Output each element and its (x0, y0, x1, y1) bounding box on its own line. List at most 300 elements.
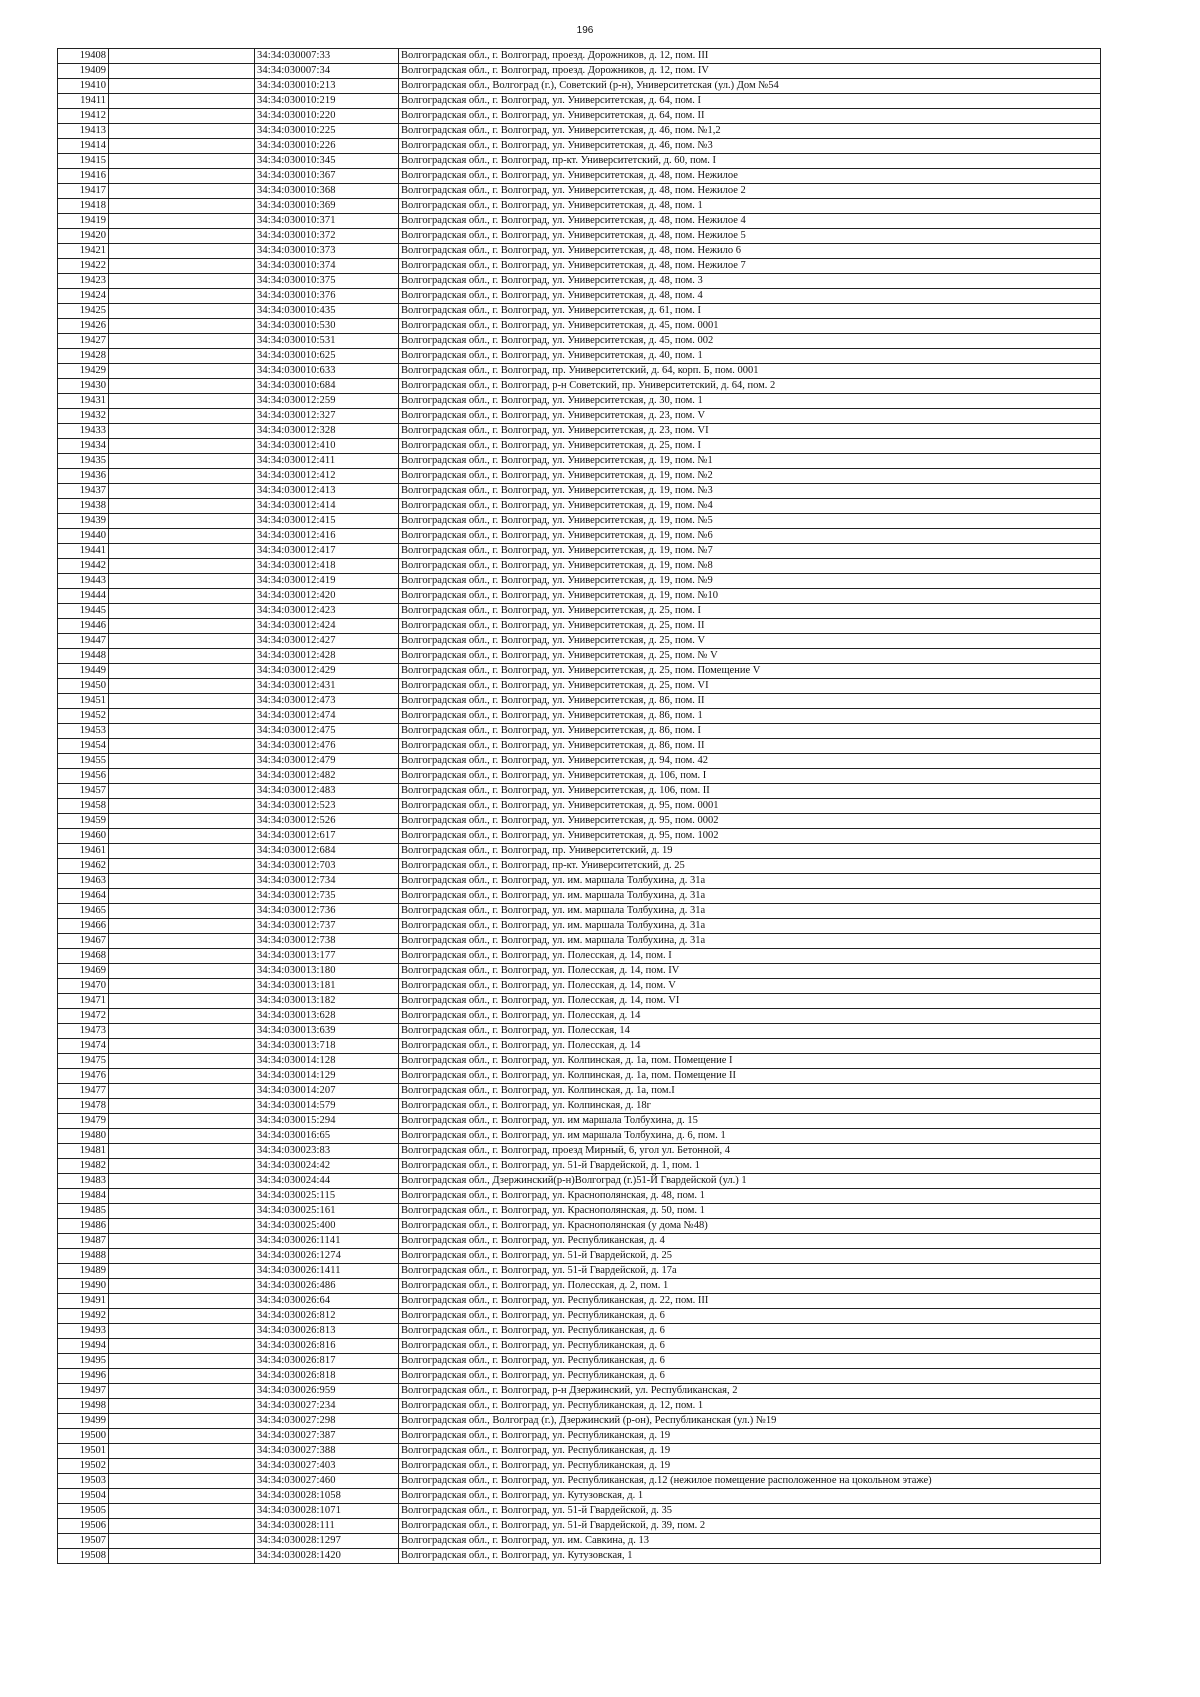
empty-cell (109, 754, 255, 769)
table-row (58, 1504, 1101, 1519)
address-cell: Волгоградская обл., г. Волгоград, ул. Университетская, д. 48, пом. Нежилое 2 (399, 184, 1101, 199)
row-number-cell: 19424 (58, 289, 109, 304)
row-number-cell: 19452 (58, 709, 109, 724)
address-cell: Волгоградская обл., г. Волгоград, ул. Университетская, д. 25, пом. № V (399, 649, 1101, 664)
address-cell: Волгоградская обл., г. Волгоград, ул. Республиканская, д. 6 (399, 1309, 1101, 1324)
table-row (58, 484, 1101, 499)
cadastral-number-cell: 34:34:030026:813 (255, 1324, 399, 1339)
cadastral-number-cell: 34:34:030010:371 (255, 214, 399, 229)
empty-cell (109, 904, 255, 919)
cadastral-number-cell: 34:34:030026:818 (255, 1369, 399, 1384)
empty-cell (109, 949, 255, 964)
address-cell: Волгоградская обл., г. Волгоград, ул. им. маршала Толбухина, д. 31а (399, 874, 1101, 889)
empty-cell (109, 364, 255, 379)
address-cell: Волгоградская обл., г. Волгоград, ул. Университетская, д. 40, пом. 1 (399, 349, 1101, 364)
address-cell: Волгоградская обл., Волгоград (г.), Советский (р-н), Университетская (ул.) Дом №54 (399, 79, 1101, 94)
cadastral-number-cell: 34:34:030012:427 (255, 634, 399, 649)
row-number-cell: 19414 (58, 139, 109, 154)
row-number-cell: 19456 (58, 769, 109, 784)
table-row (58, 679, 1101, 694)
empty-cell (109, 604, 255, 619)
table-row (58, 649, 1101, 664)
empty-cell (109, 154, 255, 169)
row-number-cell: 19492 (58, 1309, 109, 1324)
row-number-cell: 19420 (58, 229, 109, 244)
empty-cell (109, 1354, 255, 1369)
empty-cell (109, 484, 255, 499)
cadastral-number-cell: 34:34:030027:298 (255, 1414, 399, 1429)
empty-cell (109, 1144, 255, 1159)
cadastral-number-cell: 34:34:030012:617 (255, 829, 399, 844)
row-number-cell: 19411 (58, 94, 109, 109)
row-number-cell: 19485 (58, 1204, 109, 1219)
cadastral-number-cell: 34:34:030026:1411 (255, 1264, 399, 1279)
empty-cell (109, 424, 255, 439)
row-number-cell: 19483 (58, 1174, 109, 1189)
row-number-cell: 19491 (58, 1294, 109, 1309)
address-cell: Волгоградская обл., г. Волгоград, ул. Университетская, д. 48, пом. Нежилое (399, 169, 1101, 184)
address-cell: Волгоградская обл., г. Волгоград, пр-кт. Университетский, д. 25 (399, 859, 1101, 874)
row-number-cell: 19459 (58, 814, 109, 829)
property-table (57, 48, 1101, 1564)
cadastral-number-cell: 34:34:030026:816 (255, 1339, 399, 1354)
row-number-cell: 19505 (58, 1504, 109, 1519)
cadastral-number-cell: 34:34:030014:129 (255, 1069, 399, 1084)
row-number-cell: 19476 (58, 1069, 109, 1084)
address-cell: Волгоградская обл., г. Волгоград, р-н Дзержинский, ул. Республиканская, 2 (399, 1384, 1101, 1399)
row-number-cell: 19508 (58, 1549, 109, 1564)
table-row (58, 49, 1101, 64)
row-number-cell: 19421 (58, 244, 109, 259)
address-cell: Волгоградская обл., г. Волгоград, ул. Университетская, д. 19, пом. №9 (399, 574, 1101, 589)
address-cell: Волгоградская обл., г. Волгоград, ул. им. Савкина, д. 13 (399, 1534, 1101, 1549)
row-number-cell: 19502 (58, 1459, 109, 1474)
row-number-cell: 19410 (58, 79, 109, 94)
row-number-cell: 19467 (58, 934, 109, 949)
empty-cell (109, 49, 255, 64)
cadastral-number-cell: 34:34:030026:812 (255, 1309, 399, 1324)
empty-cell (109, 574, 255, 589)
address-cell: Волгоградская обл., г. Волгоград, ул. Республиканская, д. 4 (399, 1234, 1101, 1249)
empty-cell (109, 1039, 255, 1054)
cadastral-number-cell: 34:34:030012:418 (255, 559, 399, 574)
table-row (58, 304, 1101, 319)
row-number-cell: 19475 (58, 1054, 109, 1069)
cadastral-number-cell: 34:34:030013:181 (255, 979, 399, 994)
empty-cell (109, 1444, 255, 1459)
table-row (58, 379, 1101, 394)
cadastral-number-cell: 34:34:030024:42 (255, 1159, 399, 1174)
address-cell: Волгоградская обл., г. Волгоград, ул. Университетская, д. 106, пом. II (399, 784, 1101, 799)
empty-cell (109, 169, 255, 184)
empty-cell (109, 1084, 255, 1099)
empty-cell (109, 1399, 255, 1414)
empty-cell (109, 529, 255, 544)
row-number-cell: 19501 (58, 1444, 109, 1459)
cadastral-number-cell: 34:34:030007:33 (255, 49, 399, 64)
cadastral-number-cell: 34:34:030010:345 (255, 154, 399, 169)
row-number-cell: 19482 (58, 1159, 109, 1174)
address-cell: Волгоградская обл., г. Волгоград, ул. Университетская, д. 86, пом. 1 (399, 709, 1101, 724)
row-number-cell: 19494 (58, 1339, 109, 1354)
table-row (58, 1399, 1101, 1414)
address-cell: Волгоградская обл., г. Волгоград, ул. Республиканская, д. 6 (399, 1354, 1101, 1369)
address-cell: Волгоградская обл., г. Волгоград, ул. Университетская, д. 23, пом. VI (399, 424, 1101, 439)
cadastral-number-cell: 34:34:030014:207 (255, 1084, 399, 1099)
address-cell: Волгоградская обл., г. Волгоград, ул. Университетская, д. 46, пом. №1,2 (399, 124, 1101, 139)
table-row (58, 109, 1101, 124)
address-cell: Волгоградская обл., г. Волгоград, ул. Колпинская, д. 1а, пом. Помещение I (399, 1054, 1101, 1069)
empty-cell (109, 454, 255, 469)
cadastral-number-cell: 34:34:030010:633 (255, 364, 399, 379)
cadastral-number-cell: 34:34:030025:161 (255, 1204, 399, 1219)
address-cell: Волгоградская обл., г. Волгоград, ул. Университетская, д. 25, пом. II (399, 619, 1101, 634)
row-number-cell: 19458 (58, 799, 109, 814)
table-row (58, 499, 1101, 514)
row-number-cell: 19479 (58, 1114, 109, 1129)
address-cell: Волгоградская обл., г. Волгоград, ул. Университетская, д. 23, пом. V (399, 409, 1101, 424)
row-number-cell: 19438 (58, 499, 109, 514)
address-cell: Волгоградская обл., г. Волгоград, ул. Университетская, д. 25, пом. I (399, 604, 1101, 619)
table-row (58, 1309, 1101, 1324)
cadastral-number-cell: 34:34:030010:213 (255, 79, 399, 94)
empty-cell (109, 829, 255, 844)
row-number-cell: 19498 (58, 1399, 109, 1414)
address-cell: Волгоградская обл., г. Волгоград, ул. Университетская, д. 25, пом. V (399, 634, 1101, 649)
row-number-cell: 19489 (58, 1264, 109, 1279)
row-number-cell: 19499 (58, 1414, 109, 1429)
address-cell: Волгоградская обл., г. Волгоград, ул. Краснополянская, д. 48, пом. 1 (399, 1189, 1101, 1204)
address-cell: Волгоградская обл., Дзержинский(р-н)Волгоград (г.)51-Й Гвардейской (ул.) 1 (399, 1174, 1101, 1189)
address-cell: Волгоградская обл., г. Волгоград, ул. им маршала Толбухина, д. 6, пом. 1 (399, 1129, 1101, 1144)
empty-cell (109, 1279, 255, 1294)
cadastral-number-cell: 34:34:030012:429 (255, 664, 399, 679)
row-number-cell: 19470 (58, 979, 109, 994)
cadastral-number-cell: 34:34:030024:44 (255, 1174, 399, 1189)
empty-cell (109, 1129, 255, 1144)
empty-cell (109, 1369, 255, 1384)
address-cell: Волгоградская обл., г. Волгоград, ул. им. маршала Толбухина, д. 31а (399, 919, 1101, 934)
cadastral-number-cell: 34:34:030010:226 (255, 139, 399, 154)
row-number-cell: 19460 (58, 829, 109, 844)
cadastral-number-cell: 34:34:030012:423 (255, 604, 399, 619)
page-number: 196 (576, 25, 594, 36)
table-row (58, 424, 1101, 439)
row-number-cell: 19449 (58, 664, 109, 679)
table-row (58, 784, 1101, 799)
row-number-cell: 19428 (58, 349, 109, 364)
table-row (58, 874, 1101, 889)
cadastral-number-cell: 34:34:030013:628 (255, 1009, 399, 1024)
address-cell: Волгоградская обл., г. Волгоград, пр-кт. Университетский, д. 60, пом. I (399, 154, 1101, 169)
empty-cell (109, 814, 255, 829)
cadastral-number-cell: 34:34:030028:1297 (255, 1534, 399, 1549)
address-cell: Волгоградская обл., г. Волгоград, ул. Университетская, д. 19, пом. №5 (399, 514, 1101, 529)
cadastral-number-cell: 34:34:030026:64 (255, 1294, 399, 1309)
empty-cell (109, 64, 255, 79)
row-number-cell: 19441 (58, 544, 109, 559)
table-row (58, 1339, 1101, 1354)
table-row (58, 1249, 1101, 1264)
empty-cell (109, 784, 255, 799)
row-number-cell: 19430 (58, 379, 109, 394)
address-cell: Волгоградская обл., г. Волгоград, проезд Мирный, 6, угол ул. Бетонной, 4 (399, 1144, 1101, 1159)
empty-cell (109, 1339, 255, 1354)
empty-cell (109, 724, 255, 739)
empty-cell (109, 244, 255, 259)
cadastral-number-cell: 34:34:030012:428 (255, 649, 399, 664)
table-row (58, 1324, 1101, 1339)
table-row (58, 619, 1101, 634)
table-row (58, 244, 1101, 259)
row-number-cell: 19461 (58, 844, 109, 859)
table-row (58, 364, 1101, 379)
row-number-cell: 19426 (58, 319, 109, 334)
cadastral-number-cell: 34:34:030012:737 (255, 919, 399, 934)
cadastral-number-cell: 34:34:030027:234 (255, 1399, 399, 1414)
table-row (58, 1549, 1101, 1564)
cadastral-number-cell: 34:34:030028:1420 (255, 1549, 399, 1564)
cadastral-number-cell: 34:34:030007:34 (255, 64, 399, 79)
cadastral-number-cell: 34:34:030015:294 (255, 1114, 399, 1129)
address-cell: Волгоградская обл., г. Волгоград, ул. Университетская, д. 48, пом. Нежилое 5 (399, 229, 1101, 244)
address-cell: Волгоградская обл., г. Волгоград, ул. им. маршала Толбухина, д. 31а (399, 934, 1101, 949)
row-number-cell: 19453 (58, 724, 109, 739)
table-row (58, 409, 1101, 424)
cadastral-number-cell: 34:34:030010:435 (255, 304, 399, 319)
cadastral-number-cell: 34:34:030012:738 (255, 934, 399, 949)
table-row (58, 1444, 1101, 1459)
cadastral-number-cell: 34:34:030027:387 (255, 1429, 399, 1444)
row-number-cell: 19417 (58, 184, 109, 199)
cadastral-number-cell: 34:34:030012:734 (255, 874, 399, 889)
table-row (58, 1384, 1101, 1399)
address-cell: Волгоградская обл., г. Волгоград, пр. Университетский, д. 19 (399, 844, 1101, 859)
row-number-cell: 19447 (58, 634, 109, 649)
row-number-cell: 19437 (58, 484, 109, 499)
empty-cell (109, 259, 255, 274)
row-number-cell: 19413 (58, 124, 109, 139)
address-cell: Волгоградская обл., г. Волгоград, ул. Университетская, д. 19, пом. №1 (399, 454, 1101, 469)
empty-cell (109, 109, 255, 124)
cadastral-number-cell: 34:34:030012:414 (255, 499, 399, 514)
cadastral-number-cell: 34:34:030010:225 (255, 124, 399, 139)
cadastral-number-cell: 34:34:030010:684 (255, 379, 399, 394)
table-row (58, 1114, 1101, 1129)
cadastral-number-cell: 34:34:030010:373 (255, 244, 399, 259)
address-cell: Волгоградская обл., г. Волгоград, ул. Университетская, д. 48, пом. 1 (399, 199, 1101, 214)
table-row (58, 799, 1101, 814)
empty-cell (109, 1534, 255, 1549)
row-number-cell: 19412 (58, 109, 109, 124)
cadastral-number-cell: 34:34:030026:486 (255, 1279, 399, 1294)
table-row (58, 949, 1101, 964)
address-cell: Волгоградская обл., г. Волгоград, ул. Республиканская, д. 22, пом. III (399, 1294, 1101, 1309)
table-row (58, 1474, 1101, 1489)
cadastral-number-cell: 34:34:030012:703 (255, 859, 399, 874)
empty-cell (109, 1459, 255, 1474)
row-number-cell: 19462 (58, 859, 109, 874)
address-cell: Волгоградская обл., Волгоград (г.), Дзержинский (р-он), Республиканская (ул.) №19 (399, 1414, 1101, 1429)
empty-cell (109, 184, 255, 199)
empty-cell (109, 874, 255, 889)
empty-cell (109, 559, 255, 574)
empty-cell (109, 1294, 255, 1309)
row-number-cell: 19496 (58, 1369, 109, 1384)
row-number-cell: 19464 (58, 889, 109, 904)
cadastral-number-cell: 34:34:030012:413 (255, 484, 399, 499)
address-cell: Волгоградская обл., г. Волгоград, ул. Университетская, д. 46, пом. №3 (399, 139, 1101, 154)
cadastral-number-cell: 34:34:030010:530 (255, 319, 399, 334)
row-number-cell: 19422 (58, 259, 109, 274)
address-cell: Волгоградская обл., г. Волгоград, ул. Республиканская, д. 6 (399, 1369, 1101, 1384)
row-number-cell: 19480 (58, 1129, 109, 1144)
empty-cell (109, 1414, 255, 1429)
table-row (58, 724, 1101, 739)
empty-cell (109, 304, 255, 319)
row-number-cell: 19435 (58, 454, 109, 469)
row-number-cell: 19484 (58, 1189, 109, 1204)
row-number-cell: 19490 (58, 1279, 109, 1294)
table-row (58, 694, 1101, 709)
cadastral-number-cell: 34:34:030028:1058 (255, 1489, 399, 1504)
cadastral-number-cell: 34:34:030012:684 (255, 844, 399, 859)
table-row (58, 994, 1101, 1009)
table-row (58, 769, 1101, 784)
address-cell: Волгоградская обл., г. Волгоград, ул. Колпинская, д. 1а, пом. Помещение II (399, 1069, 1101, 1084)
table-row (58, 604, 1101, 619)
address-cell: Волгоградская обл., г. Волгоград, ул. Республиканская, д. 6 (399, 1339, 1101, 1354)
table-row (58, 1369, 1101, 1384)
table-row (58, 529, 1101, 544)
empty-cell (109, 709, 255, 724)
address-cell: Волгоградская обл., г. Волгоград, ул. 51-й Гвардейской, д. 25 (399, 1249, 1101, 1264)
cadastral-number-cell: 34:34:030012:474 (255, 709, 399, 724)
table-row (58, 589, 1101, 604)
empty-cell (109, 379, 255, 394)
cadastral-number-cell: 34:34:030010:372 (255, 229, 399, 244)
table-row (58, 814, 1101, 829)
table-row (58, 919, 1101, 934)
empty-cell (109, 1384, 255, 1399)
address-cell: Волгоградская обл., г. Волгоград, ул. Университетская, д. 45, пом. 0001 (399, 319, 1101, 334)
table-row (58, 1354, 1101, 1369)
cadastral-number-cell: 34:34:030010:374 (255, 259, 399, 274)
empty-cell (109, 1189, 255, 1204)
table-row (58, 844, 1101, 859)
table-row (58, 334, 1101, 349)
row-number-cell: 19418 (58, 199, 109, 214)
cadastral-number-cell: 34:34:030025:400 (255, 1219, 399, 1234)
row-number-cell: 19451 (58, 694, 109, 709)
row-number-cell: 19486 (58, 1219, 109, 1234)
row-number-cell: 19436 (58, 469, 109, 484)
table-row (58, 199, 1101, 214)
table-row (58, 574, 1101, 589)
table-row (58, 829, 1101, 844)
table-row (58, 139, 1101, 154)
empty-cell (109, 1519, 255, 1534)
table-row (58, 739, 1101, 754)
empty-cell (109, 634, 255, 649)
address-cell: Волгоградская обл., г. Волгоград, ул. Университетская, д. 86, пом. II (399, 739, 1101, 754)
cadastral-number-cell: 34:34:030010:376 (255, 289, 399, 304)
table-row (58, 1129, 1101, 1144)
address-cell: Волгоградская обл., г. Волгоград, ул. Колпинская, д. 1а, пом.I (399, 1084, 1101, 1099)
table-row (58, 1534, 1101, 1549)
address-cell: Волгоградская обл., г. Волгоград, ул. Полесская, д. 14 (399, 1039, 1101, 1054)
address-cell: Волгоградская обл., г. Волгоград, ул. Университетская, д. 95, пом. 0002 (399, 814, 1101, 829)
cadastral-number-cell: 34:34:030012:526 (255, 814, 399, 829)
row-number-cell: 19433 (58, 424, 109, 439)
empty-cell (109, 979, 255, 994)
empty-cell (109, 1009, 255, 1024)
address-cell: Волгоградская обл., г. Волгоград, ул. Кутузовская, 1 (399, 1549, 1101, 1564)
empty-cell (109, 769, 255, 784)
table-row (58, 1414, 1101, 1429)
address-cell: Волгоградская обл., г. Волгоград, ул. Университетская, д. 25, пом. VI (399, 679, 1101, 694)
address-cell: Волгоградская обл., г. Волгоград, ул. Университетская, д. 19, пом. №8 (399, 559, 1101, 574)
empty-cell (109, 1069, 255, 1084)
row-number-cell: 19408 (58, 49, 109, 64)
cadastral-number-cell: 34:34:030027:460 (255, 1474, 399, 1489)
empty-cell (109, 1249, 255, 1264)
address-cell: Волгоградская обл., г. Волгоград, р-н Советский, пр. Университетский, д. 64, пом. 2 (399, 379, 1101, 394)
cadastral-number-cell: 34:34:030012:479 (255, 754, 399, 769)
address-cell: Волгоградская обл., г. Волгоград, ул. Университетская, д. 64, пом. I (399, 94, 1101, 109)
cadastral-number-cell: 34:34:030012:415 (255, 514, 399, 529)
cadastral-number-cell: 34:34:030010:219 (255, 94, 399, 109)
cadastral-number-cell: 34:34:030012:431 (255, 679, 399, 694)
empty-cell (109, 1099, 255, 1114)
table-row (58, 1174, 1101, 1189)
cadastral-number-cell: 34:34:030012:523 (255, 799, 399, 814)
address-cell: Волгоградская обл., г. Волгоград, ул. Университетская, д. 48, пом. 3 (399, 274, 1101, 289)
row-number-cell: 19474 (58, 1039, 109, 1054)
row-number-cell: 19416 (58, 169, 109, 184)
address-cell: Волгоградская обл., г. Волгоград, проезд. Дорожников, д. 12, пом. III (399, 49, 1101, 64)
table-row (58, 349, 1101, 364)
address-cell: Волгоградская обл., г. Волгоград, ул. Университетская, д. 19, пом. №3 (399, 484, 1101, 499)
empty-cell (109, 349, 255, 364)
table-row (58, 544, 1101, 559)
table-row (58, 259, 1101, 274)
address-cell: Волгоградская обл., г. Волгоград, ул. Краснополянская (у дома №48) (399, 1219, 1101, 1234)
address-cell: Волгоградская обл., г. Волгоград, ул. Полесская, д. 14, пом. IV (399, 964, 1101, 979)
row-number-cell: 19500 (58, 1429, 109, 1444)
empty-cell (109, 799, 255, 814)
cadastral-number-cell: 34:34:030010:625 (255, 349, 399, 364)
row-number-cell: 19444 (58, 589, 109, 604)
address-cell: Волгоградская обл., г. Волгоград, ул. Университетская, д. 19, пом. №4 (399, 499, 1101, 514)
table-row (58, 1429, 1101, 1444)
empty-cell (109, 214, 255, 229)
empty-cell (109, 1054, 255, 1069)
empty-cell (109, 1159, 255, 1174)
table-row (58, 394, 1101, 409)
table-row (58, 1204, 1101, 1219)
table-row (58, 1039, 1101, 1054)
address-cell: Волгоградская обл., г. Волгоград, ул. Университетская, д. 30, пом. 1 (399, 394, 1101, 409)
address-cell: Волгоградская обл., г. Волгоград, ул. Республиканская, д. 12, пом. 1 (399, 1399, 1101, 1414)
row-number-cell: 19457 (58, 784, 109, 799)
cadastral-number-cell: 34:34:030023:83 (255, 1144, 399, 1159)
cadastral-number-cell: 34:34:030012:736 (255, 904, 399, 919)
cadastral-number-cell: 34:34:030010:368 (255, 184, 399, 199)
row-number-cell: 19504 (58, 1489, 109, 1504)
empty-cell (109, 679, 255, 694)
empty-cell (109, 1264, 255, 1279)
